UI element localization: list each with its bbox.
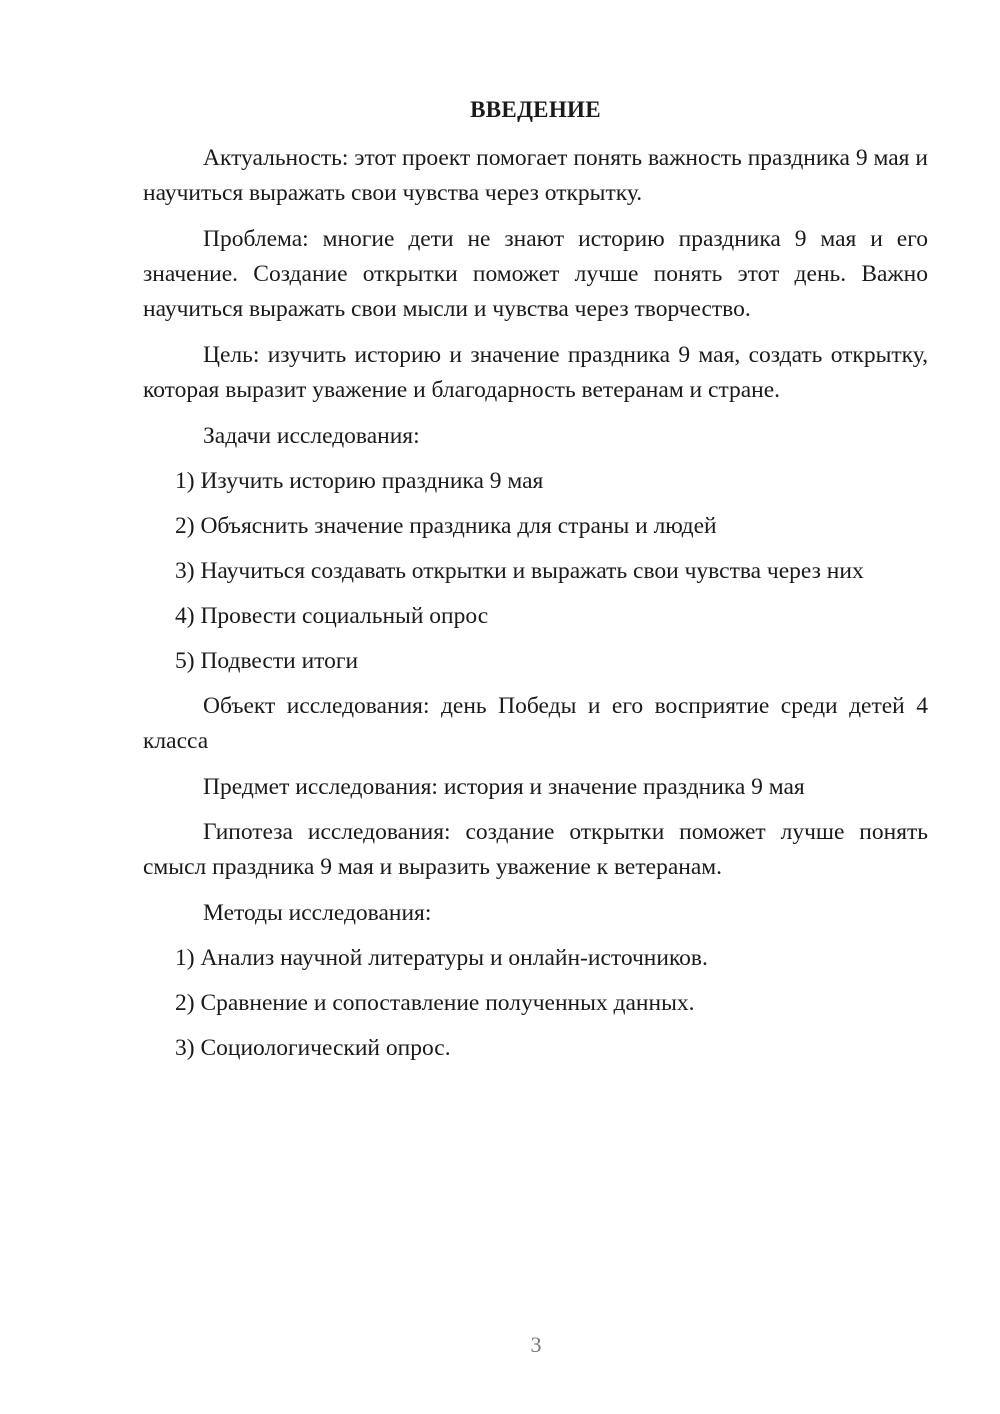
list-item: 4) Провести социальный опрос xyxy=(175,603,489,629)
problem-paragraph: Проблема: многие дети не знают историю праздника 9 мая и его значение. Создание открытки поможет лучше понять этот день. Важно научиться выражать свои мысли и чувства через творчество. xyxy=(143,226,928,322)
list-item: 3) Социологический опрос. xyxy=(175,1035,451,1061)
page-number: 3 xyxy=(530,1332,542,1357)
list-item: 3) Научиться создавать открытки и выражать свои чувства через них xyxy=(175,558,864,584)
page-title: ВВЕДЕНИЕ xyxy=(470,97,601,122)
methods-heading: Методы исследования: xyxy=(203,900,432,926)
list-item: 5) Подвести итоги xyxy=(175,648,359,674)
hypothesis-paragraph: Гипотеза исследования: создание открытки поможет лучше понять смысл праздника 9 мая и выразить уважение к ветеранам. xyxy=(143,819,928,880)
list-item: 1) Анализ научной литературы и онлайн-источников. xyxy=(175,945,708,971)
object-paragraph: Объект исследования: день Победы и его восприятие среди детей 4 класса xyxy=(143,693,928,754)
methods-list xyxy=(143,941,928,1066)
relevance-paragraph: Актуальность: этот проект помогает понять важность праздника 9 мая и научиться выражать свои чувства через открытку. xyxy=(143,145,928,206)
subject-paragraph: Предмет исследования: история и значение праздника 9 мая xyxy=(203,774,805,800)
goal-paragraph: Цель: изучить историю и значение праздника 9 мая, создать открытку, которая выразит уважение и благодарность ветеранам и стране. xyxy=(143,342,928,403)
page-content xyxy=(143,95,928,1076)
list-item: 2) Сравнение и сопоставление полученных данных. xyxy=(175,990,695,1016)
tasks-list xyxy=(143,464,928,679)
list-item: 1) Изучить историю праздника 9 мая xyxy=(175,468,544,494)
tasks-heading: Задачи исследования: xyxy=(203,423,420,449)
list-item: 2) Объяснить значение праздника для страны и людей xyxy=(175,513,717,539)
